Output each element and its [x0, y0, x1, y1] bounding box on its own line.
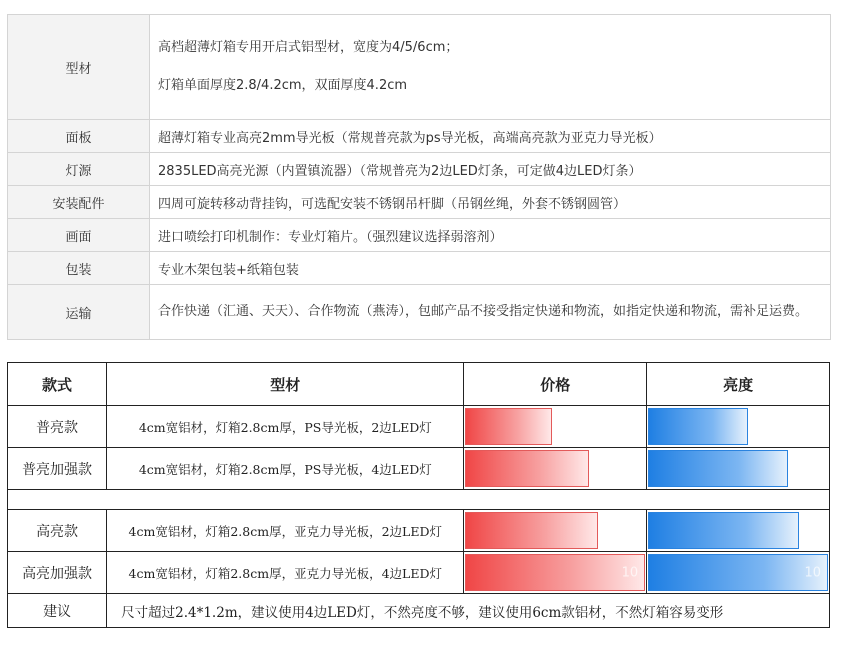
brightness-cell [647, 406, 830, 448]
spec-row [8, 285, 831, 340]
spec-key: 安装配件 [8, 186, 150, 219]
material-desc: 4cm宽铝材，灯箱2.8cm厚，亚克力导光板，2边LED灯 [107, 510, 464, 552]
style-name: 高亮款 [8, 510, 107, 552]
material-desc: 4cm宽铝材，灯箱2.8cm厚，PS导光板，2边LED灯 [107, 406, 464, 448]
style-name: 普亮加强款 [8, 448, 107, 490]
spec-row [8, 15, 831, 120]
brightness-bar [648, 408, 748, 445]
spec-key: 包装 [8, 252, 150, 285]
comparison-row [8, 406, 830, 448]
comparison-row [8, 448, 830, 490]
spec-key: 面板 [8, 120, 150, 153]
style-name: 高亮加强款 [8, 552, 107, 594]
style-name: 普亮款 [8, 406, 107, 448]
price-bar-label: 10 [621, 565, 639, 580]
price-cell [464, 510, 647, 552]
material-desc: 4cm宽铝材，灯箱2.8cm厚，PS导光板，4边LED灯 [107, 448, 464, 490]
advice-row [8, 594, 830, 628]
header-material: 型材 [107, 363, 464, 406]
price-bar [465, 408, 552, 445]
material-desc: 4cm宽铝材，灯箱2.8cm厚，亚克力导光板，4边LED灯 [107, 552, 464, 594]
advice-label: 建议 [8, 594, 107, 628]
price-bar [465, 554, 645, 591]
header-style: 款式 [8, 363, 107, 406]
spec-value: 超薄灯箱专业高亮2mm导光板（常规普亮款为ps导光板，高端高亮款为亚克力导光板） [150, 120, 831, 153]
spec-row [8, 153, 831, 186]
spec-key: 灯源 [8, 153, 150, 186]
brightness-cell [647, 552, 830, 594]
spec-row [8, 120, 831, 153]
price-cell [464, 448, 647, 490]
brightness-bar [648, 450, 788, 487]
spec-row [8, 186, 831, 219]
brightness-bar [648, 512, 799, 549]
comparison-row [8, 510, 830, 552]
spec-key: 画面 [8, 219, 150, 252]
price-bar [465, 450, 588, 487]
spec-value: 四周可旋转移动背挂钩，可选配安装不锈钢吊杆脚（吊钢丝绳，外套不锈钢圆管） [150, 186, 831, 219]
brightness-bar [648, 554, 828, 591]
price-cell [464, 406, 647, 448]
spacer-cell [8, 490, 830, 510]
spec-value-line: 高档超薄灯箱专用开启式铝型材，宽度为4/5/6cm； [158, 40, 459, 55]
spec-value: 2835LED高亮光源（内置镇流器）（常规普亮为2边LED灯条，可定做4边LED灯条） [150, 153, 831, 186]
price-cell [464, 552, 647, 594]
spec-value-line: 灯箱单面厚度2.8/4.2cm，双面厚度4.2cm [158, 78, 408, 93]
comparison-table [7, 362, 830, 628]
spec-row [8, 219, 831, 252]
spec-table [7, 14, 831, 340]
advice-text: 尺寸超过2.4*1.2m，建议使用4边LED灯，不然亮度不够，建议使用6cm款铝材，不然灯箱容易变形 [107, 594, 830, 628]
spec-value: 进口喷绘打印机制作：专业灯箱片。（强烈建议选择弱溶剂） [150, 219, 831, 252]
price-bar [465, 512, 598, 549]
spec-value: 专业木架包装+纸箱包装 [150, 252, 831, 285]
comparison-header-row [8, 363, 830, 406]
spec-value: 合作快递（汇通、天天）、合作物流（燕涛），包邮产品不接受指定快递和物流，如指定快递和物流，需补足运费。 [150, 285, 831, 340]
header-brightness: 亮度 [647, 363, 830, 406]
comparison-row [8, 552, 830, 594]
brightness-bar-label: 10 [804, 565, 821, 580]
brightness-cell [647, 448, 830, 490]
brightness-cell [647, 510, 830, 552]
spec-row [8, 252, 831, 285]
spec-key: 运输 [8, 285, 150, 340]
spec-value [150, 15, 831, 120]
spacer-row [8, 490, 830, 510]
header-price: 价格 [464, 363, 647, 406]
spec-key: 型材 [8, 15, 150, 120]
